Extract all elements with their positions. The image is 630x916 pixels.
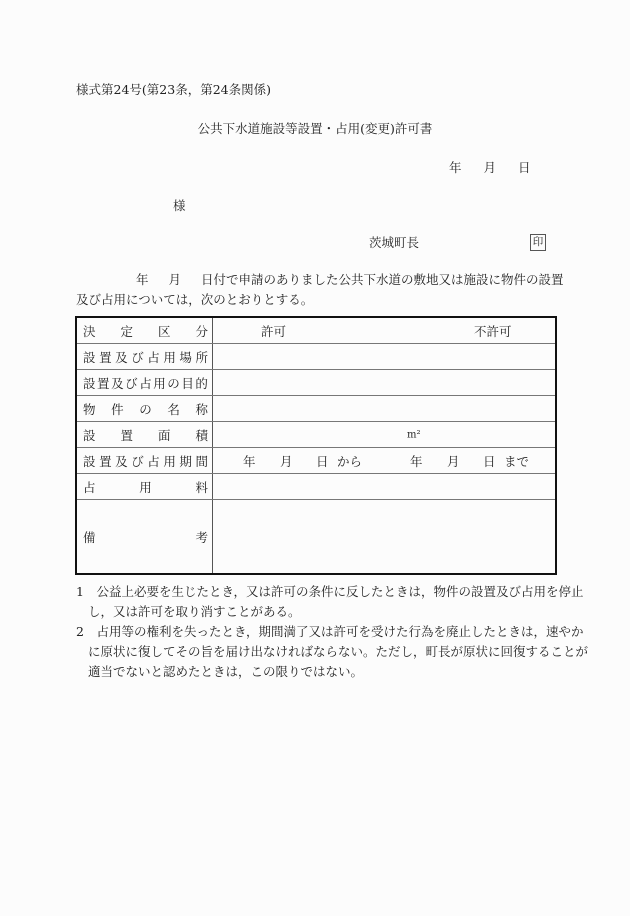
value-location[interactable]	[213, 344, 555, 369]
note-1-line-1: 1 公益上必要を生じたとき，又は許可の条件に反したときは，物件の設置及び占用を停止	[76, 584, 584, 599]
from-year: 年	[243, 453, 256, 469]
issue-date	[449, 160, 531, 176]
intro-text-2: 及び占用については，次のとおりとする。	[76, 292, 314, 307]
table-row-decision	[77, 318, 555, 344]
value-fee[interactable]	[213, 474, 555, 499]
issuer-name: 茨城町長	[369, 235, 420, 250]
note-1-line-2: し，又は許可を取り消すことがある。	[88, 604, 301, 619]
table-row-remarks	[77, 500, 555, 573]
intro-month: 月	[168, 272, 182, 287]
value-purpose[interactable]	[213, 370, 555, 395]
table-row-fee	[77, 474, 555, 500]
date-year-label: 年	[449, 160, 462, 175]
label-location: 設 置 及 び 占 用 場 所	[77, 344, 213, 369]
label-area: 設 置 面 積	[77, 422, 213, 447]
value-period[interactable]	[213, 448, 555, 473]
to-month: 月	[447, 453, 460, 469]
date-day-label: 日	[518, 160, 531, 175]
permit-option[interactable]: 許可	[261, 323, 287, 339]
date-month-label: 月	[483, 160, 497, 175]
to-label: まで	[504, 453, 530, 469]
label-purpose: 設 置 及 び 占 用 の 目 的	[77, 370, 213, 395]
intro-year: 年	[136, 272, 149, 287]
value-area[interactable]	[213, 422, 555, 447]
notes-section	[76, 584, 589, 684]
table-row-object-name	[77, 396, 555, 422]
note-2-line-1: 2 占用等の権利を失ったとき，期間満了又は許可を受けた行為を廃止したときは，速やか	[76, 624, 584, 639]
intro-text-1: 日付で申請のありました公共下水道の敷地又は施設に物件の設置	[201, 272, 564, 287]
value-decision	[213, 318, 555, 343]
value-object-name[interactable]	[213, 396, 555, 421]
table-row-location	[77, 344, 555, 370]
addressee-suffix: 様	[173, 198, 186, 213]
from-label: から	[337, 453, 363, 469]
deny-option[interactable]: 不許可	[474, 323, 512, 339]
to-year: 年	[410, 453, 423, 469]
label-object-name: 物 件 の 名 称	[77, 396, 213, 421]
note-2-line-2: に原状に復してその旨を届け出なければならない。ただし，町長が原状に回復することが	[88, 644, 589, 659]
label-fee: 占 用 料	[77, 474, 213, 499]
label-remarks: 備 考	[77, 500, 213, 573]
table-row-area	[77, 422, 555, 448]
seal-icon: 印	[530, 234, 546, 251]
permit-table	[75, 316, 557, 575]
label-decision: 決 定 区 分	[77, 318, 213, 343]
value-remarks[interactable]	[213, 500, 555, 573]
table-row-period	[77, 448, 555, 474]
table-row-purpose	[77, 370, 555, 396]
label-period: 設 置 及 び 占 用 期 間	[77, 448, 213, 473]
document-title: 公共下水道施設等設置・占用(変更)許可書	[197, 121, 433, 136]
from-month: 月	[280, 453, 293, 469]
area-unit: m²	[407, 429, 421, 440]
from-day: 日	[316, 453, 329, 469]
to-day: 日	[483, 453, 496, 469]
intro-paragraph	[76, 272, 564, 312]
form-number: 様式第24号(第23条，第24条関係)	[76, 82, 271, 97]
note-2-line-3: 適当でないと認めたときは，この限りではない。	[88, 664, 364, 679]
